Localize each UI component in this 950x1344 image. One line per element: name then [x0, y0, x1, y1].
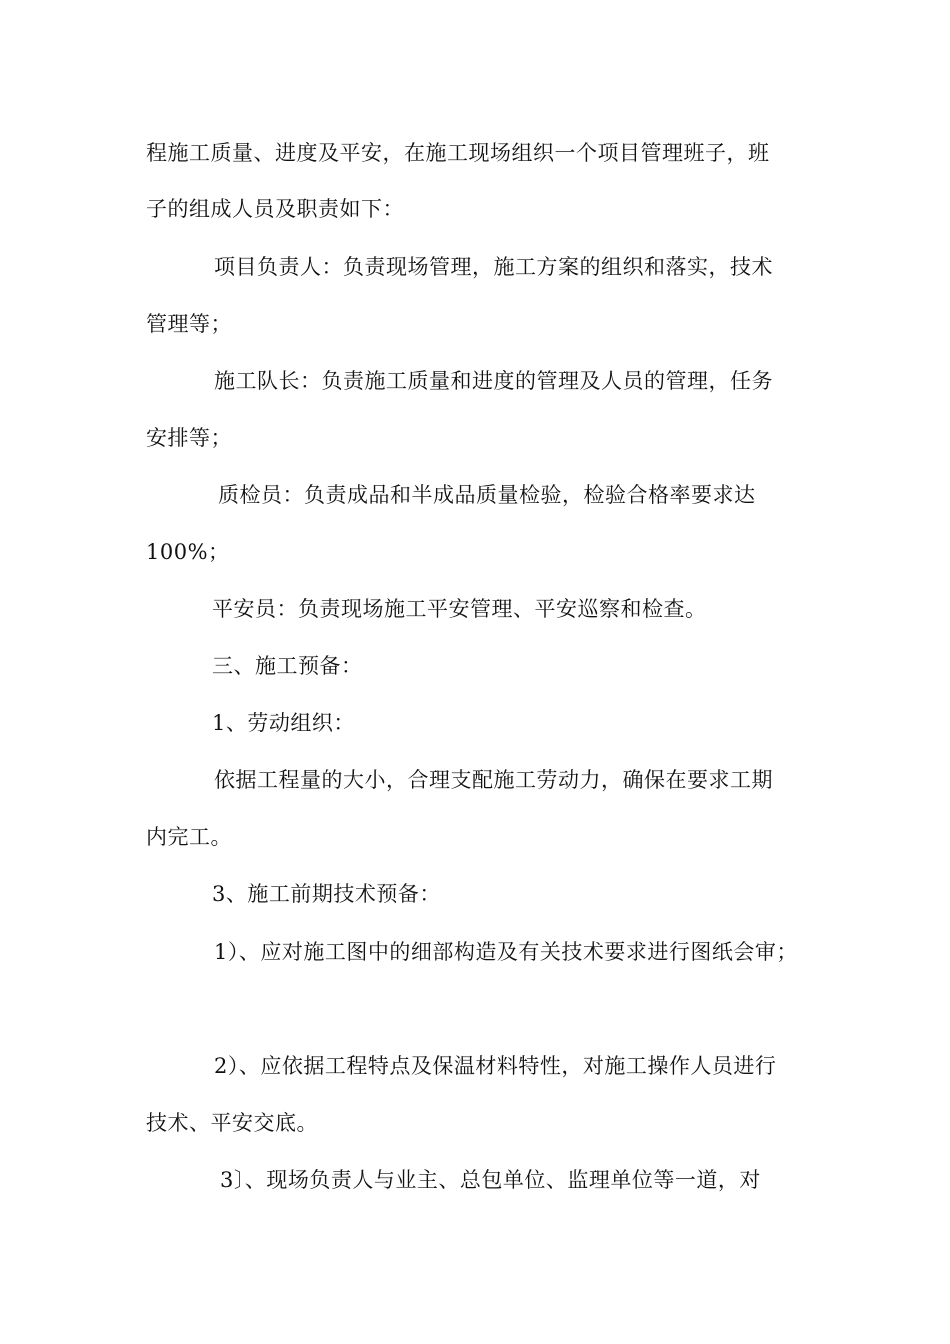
text-line: 技术、平安交底。	[146, 1111, 318, 1135]
text-line: 子的组成人员及职责如下：	[146, 197, 404, 221]
section-heading: 三、施工预备：	[212, 654, 363, 678]
text-line: 项目负责人：负责现场管理，施工方案的组织和落实，技术	[214, 255, 773, 279]
subsection-heading: 1、劳动组织：	[212, 711, 355, 735]
text-line: 2）、应依据工程特点及保温材料特性，对施工操作人员进行	[214, 1054, 777, 1078]
text-line: 程施工质量、进度及平安，在施工现场组织一个项目管理班子，班	[146, 141, 770, 165]
subsection-heading: 3、施工前期技术预备：	[212, 882, 441, 906]
text-line: 施工队长：负责施工质量和进度的管理及人员的管理，任务	[214, 369, 773, 393]
text-line: 管理等；	[146, 312, 232, 336]
text-line: 3〕、现场负责人与业主、总包单位、监理单位等一道，对	[220, 1168, 761, 1192]
text-line: 内完工。	[146, 825, 232, 849]
text-line: 平安员：负责现场施工平安管理、平安巡察和检查。	[212, 597, 707, 621]
text-line: 安排等；	[146, 426, 232, 450]
text-line: 质检员：负责成品和半成品质量检验，检验合格率要求达	[218, 483, 756, 507]
text-line: 100%；	[146, 540, 230, 564]
text-line: 依据工程量的大小，合理支配施工劳动力，确保在要求工期	[214, 768, 773, 792]
text-line: 1）、应对施工图中的细部构造及有关技术要求进行图纸会审；	[214, 940, 798, 964]
